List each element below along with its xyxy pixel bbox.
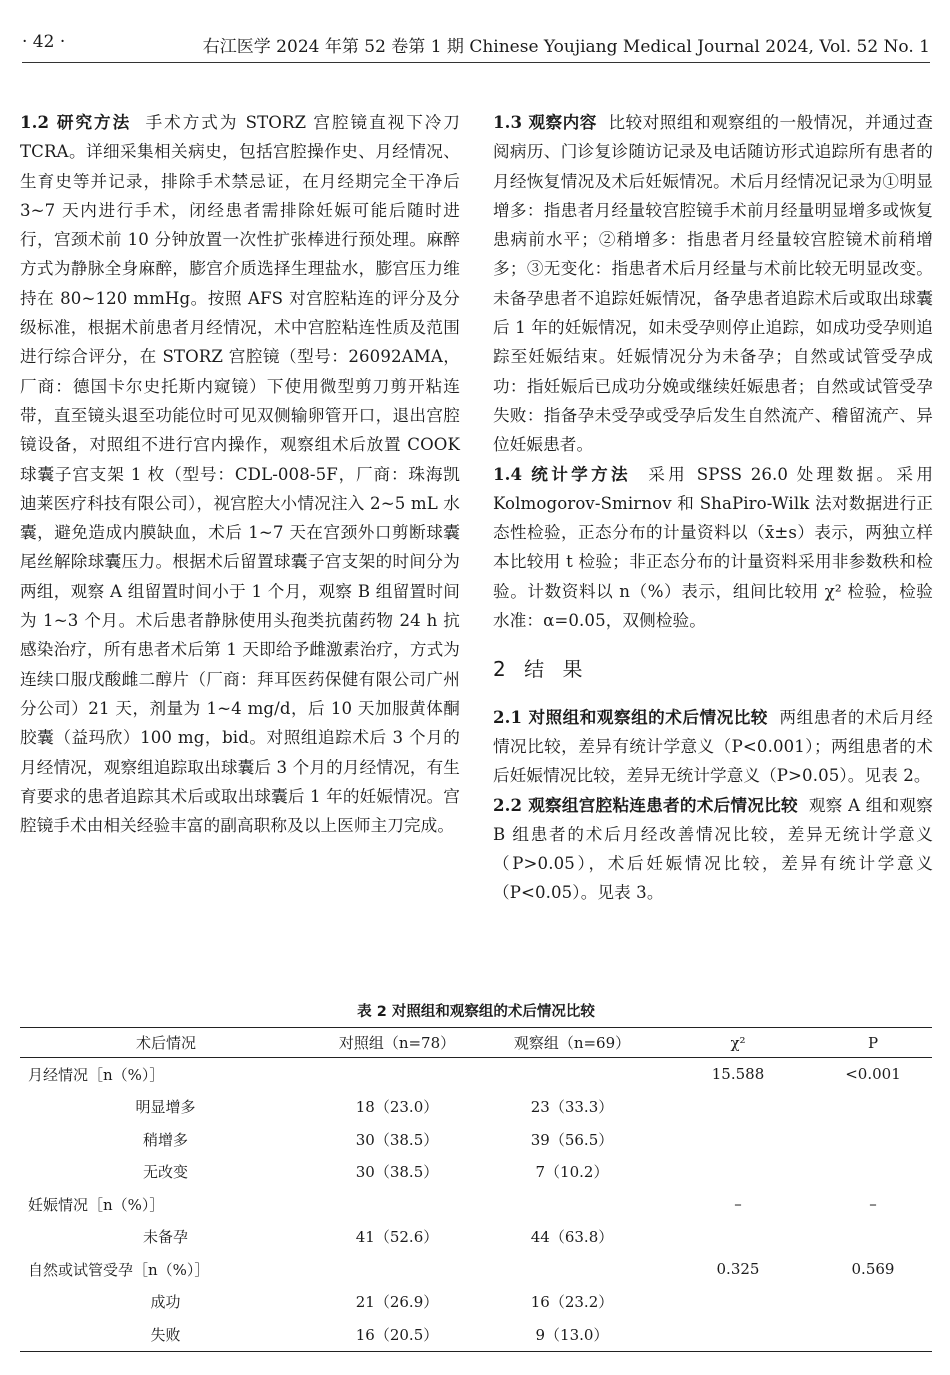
table-cell: 0.325 xyxy=(716,1260,760,1279)
table-cell: 21（26.9） xyxy=(355,1293,439,1312)
section-text-2-2: 观察 A 组和观察 B 组患者的术后月经改善情况比较，差异无统计学意义（P>0.05），术后妊娠情况比较，差异有统计学意义（P<0.05）。见表 3。 xyxy=(493,795,934,903)
right-column xyxy=(493,108,933,908)
journal-running-title: 右江医学 2024 年第 52 卷第 1 期 Chinese Youjiang Medical Journal 2024, Vol. 52 No. 1 xyxy=(202,37,930,57)
table-row xyxy=(20,1221,932,1254)
table-cell xyxy=(662,1286,814,1319)
section-text-2-1: 两组患者的术后月经情况比较，差异有统计学意义（P<0.001）；两组患者的术后妊娠情况比较，差异无统计学意义（P>0.05）。见表 2。 xyxy=(493,707,934,786)
table-cell: 成功 xyxy=(150,1293,181,1312)
table-cell xyxy=(662,1318,814,1351)
table-cell: 15.588 xyxy=(711,1065,765,1084)
table-row xyxy=(20,1286,932,1319)
table-cell: 无改变 xyxy=(142,1163,188,1182)
table-cell: 16（20.5） xyxy=(355,1325,439,1344)
table-row xyxy=(20,1123,932,1156)
table-cell xyxy=(662,1156,814,1189)
section-2-2 xyxy=(493,791,933,908)
table-cell: 月经情况［n（%）］ xyxy=(28,1065,165,1084)
table-row xyxy=(20,1253,932,1286)
table-row xyxy=(20,1156,932,1189)
page-number: · 42 · xyxy=(22,32,66,52)
table-cell xyxy=(312,1058,482,1091)
section-1-4 xyxy=(493,460,933,636)
table-cell xyxy=(814,1156,932,1189)
table-cell: 0.569 xyxy=(851,1260,895,1279)
table-row xyxy=(20,1091,932,1124)
section-2-1 xyxy=(493,703,933,791)
table-cell xyxy=(814,1286,932,1319)
page-header xyxy=(22,28,930,63)
section-text-1-2: 手术方式为 STORZ 宫腔镜直视下冷刀 TCRA。详细采集相关病史，包括宫腔操作史、月经情况、生育史等并记录，排除手术禁忌证，在月经期完全干净后 3~7 天内进行手术，闭经患者需排除妊娠可能后随时进行，宫颈术前 10 分钟放置一次性扩张棒进行预处理。麻醉方式为静脉全身麻醉，膨宫介质选择生理盐水，膨宫压力维持在 80~120 mmHg。按照 AFS 对宫腔粘连的评分及分级标准，根据术前患者月经情况，术中宫腔粘连性质及范围进行综合评分，在 STORZ 宫腔镜（型号：26092AMA，厂商：德国卡尔史托斯内窥镜）下使用微型剪刀剪开粘连带，直至镜头退至功能位时可见双侧输卵管开口，退出宫腔镜设备，对照组不进行宫内操作，观察组术后放置 COOK 球囊子宫支架 1 枚（型号：CDL-008-5F，厂商：珠海凯迪莱医疗科技有限公司），视宫腔大小情况注入 2~5 mL 水囊，避免造成内膜缺血，术后 1~7 天在宫颈外口剪断球囊尾丝解除球囊压力。根据术后留置球囊子宫支架的时间分为两组，观察 A 组留置时间小于 1 个月，观察 B 组留置时间为 1~3 个月。术后患者静脉使用头孢类抗菌药物 24 h 抗感染治疗，所有患者术后第 1 天即给予雌激素治疗，方式为连续口服戊酸雌二醇片（厂商：拜耳医药保健有限公司广州分公司）21 天，剂量为 1~4 mg/d，后 10 天加服黄体酮胶囊（益玛欣）100 mg，bid。对照组追踪术后 3 个月的月经情况，观察组追踪取出球囊后 3 个月的月经情况，有生育要求的患者追踪其术后或取出球囊后 1 年的妊娠情况。宫腔镜手术由相关经验丰富的副高职称及以上医师主刀完成。 xyxy=(20,113,460,836)
table-cell xyxy=(312,1188,482,1221)
table-cell xyxy=(814,1091,932,1124)
table-row xyxy=(20,1318,932,1351)
table-cell: <0.001 xyxy=(845,1065,901,1084)
table-cell: 明显增多 xyxy=(135,1098,196,1117)
table-cell: 16（23.2） xyxy=(530,1293,614,1312)
table-cell xyxy=(482,1253,662,1286)
table-cell xyxy=(814,1123,932,1156)
table-header-cell: P xyxy=(814,1028,932,1058)
table-cell: 41（52.6） xyxy=(355,1228,439,1247)
table-cell: – xyxy=(869,1195,877,1214)
table-2 xyxy=(20,1000,932,1352)
table-cell xyxy=(482,1058,662,1091)
table-row xyxy=(20,1188,932,1221)
table-cell: 44（63.8） xyxy=(530,1228,614,1247)
table-header-cell: 观察组（n=69） xyxy=(482,1028,662,1058)
table-cell: 18（23.0） xyxy=(355,1098,439,1117)
table-cell xyxy=(482,1188,662,1221)
table-cell xyxy=(312,1253,482,1286)
table-cell xyxy=(662,1091,814,1124)
table-cell: 30（38.5） xyxy=(355,1130,439,1149)
section-heading-1-3: 1.3 观察内容 xyxy=(493,112,597,132)
table-cell: 妊娠情况［n（%）］ xyxy=(28,1195,165,1214)
table-cell: – xyxy=(734,1195,742,1214)
table-cell: 稍增多 xyxy=(142,1130,188,1149)
section-heading-1-2: 1.2 研究方法 xyxy=(20,112,132,132)
table-cell: 30（38.5） xyxy=(355,1163,439,1182)
table-header-row xyxy=(20,1028,932,1058)
section-heading-results: 2 结 果 xyxy=(493,657,589,682)
table-cell: 失败 xyxy=(150,1325,181,1344)
section-heading-1-4: 1.4 统计学方法 xyxy=(493,463,631,484)
left-column xyxy=(20,108,460,840)
section-text-1-4: 采用 SPSS 26.0 处理数据。采用 Kolmogorov-Smirnov 和 ShaPiro-Wilk 法对数据进行正态性检验，正态分布的计量资料以（x̄±s）表示，两独立样本比较用 t 检验；非正态分布的计量资料采用非参数秩和检验。计数资料以 n（%）表示，组间比较用 χ² 检验，检验水准：α=0.05，双侧检验。 xyxy=(493,464,934,631)
table-cell: 7（10.2） xyxy=(535,1163,609,1182)
table-cell: 自然或试管受孕［n（%）］ xyxy=(28,1260,210,1279)
section-1-3 xyxy=(493,108,933,460)
table-cell xyxy=(662,1221,814,1254)
section-text-1-3: 比较对照组和观察组的一般情况，并通过查阅病历、门诊复诊随访记录及电话随访形式追踪所有患者的月经恢复情况及术后妊娠情况。术后月经情况记录为①明显增多：指患者月经量较宫腔镜手术前月经量明显增多或恢复患病前水平；②稍增多：指患者月经量较宫腔镜术前稍增多；③无变化：指患者术后月经量与术前比较无明显改变。未备孕患者不追踪妊娠情况，备孕患者追踪术后或取出球囊后 1 年的妊娠情况，如未受孕则停止追踪，如成功受孕则追踪至妊娠结束。妊娠情况分为未备孕；自然或试管受孕成功：指妊娠后已成功分娩或继续妊娠患者；自然或试管受孕失败：指备孕未受孕或受孕后发生自然流产、稽留流产、异位妊娠患者。 xyxy=(493,113,934,455)
table-cell xyxy=(662,1123,814,1156)
table-cell: 9（13.0） xyxy=(535,1325,609,1344)
table-cell xyxy=(814,1221,932,1254)
table-cell: 23（33.3） xyxy=(530,1098,614,1117)
results-table xyxy=(20,1027,932,1352)
table-cell: 未备孕 xyxy=(142,1228,188,1247)
table-cell xyxy=(814,1318,932,1351)
section-1-2 xyxy=(20,108,460,840)
table-cell: 39（56.5） xyxy=(530,1130,614,1149)
table-header-cell: 对照组（n=78） xyxy=(312,1028,482,1058)
table-header-cell: χ² xyxy=(662,1028,814,1058)
table-caption: 表 2 对照组和观察组的术后情况比较 xyxy=(357,1004,595,1020)
table-header-cell: 术后情况 xyxy=(20,1028,312,1058)
table-row xyxy=(20,1058,932,1091)
section-heading-2-1: 2.1 对照组和观察组的术后情况比较 xyxy=(493,706,768,727)
section-heading-2-2: 2.2 观察组宫腔粘连患者的术后情况比较 xyxy=(493,794,798,815)
